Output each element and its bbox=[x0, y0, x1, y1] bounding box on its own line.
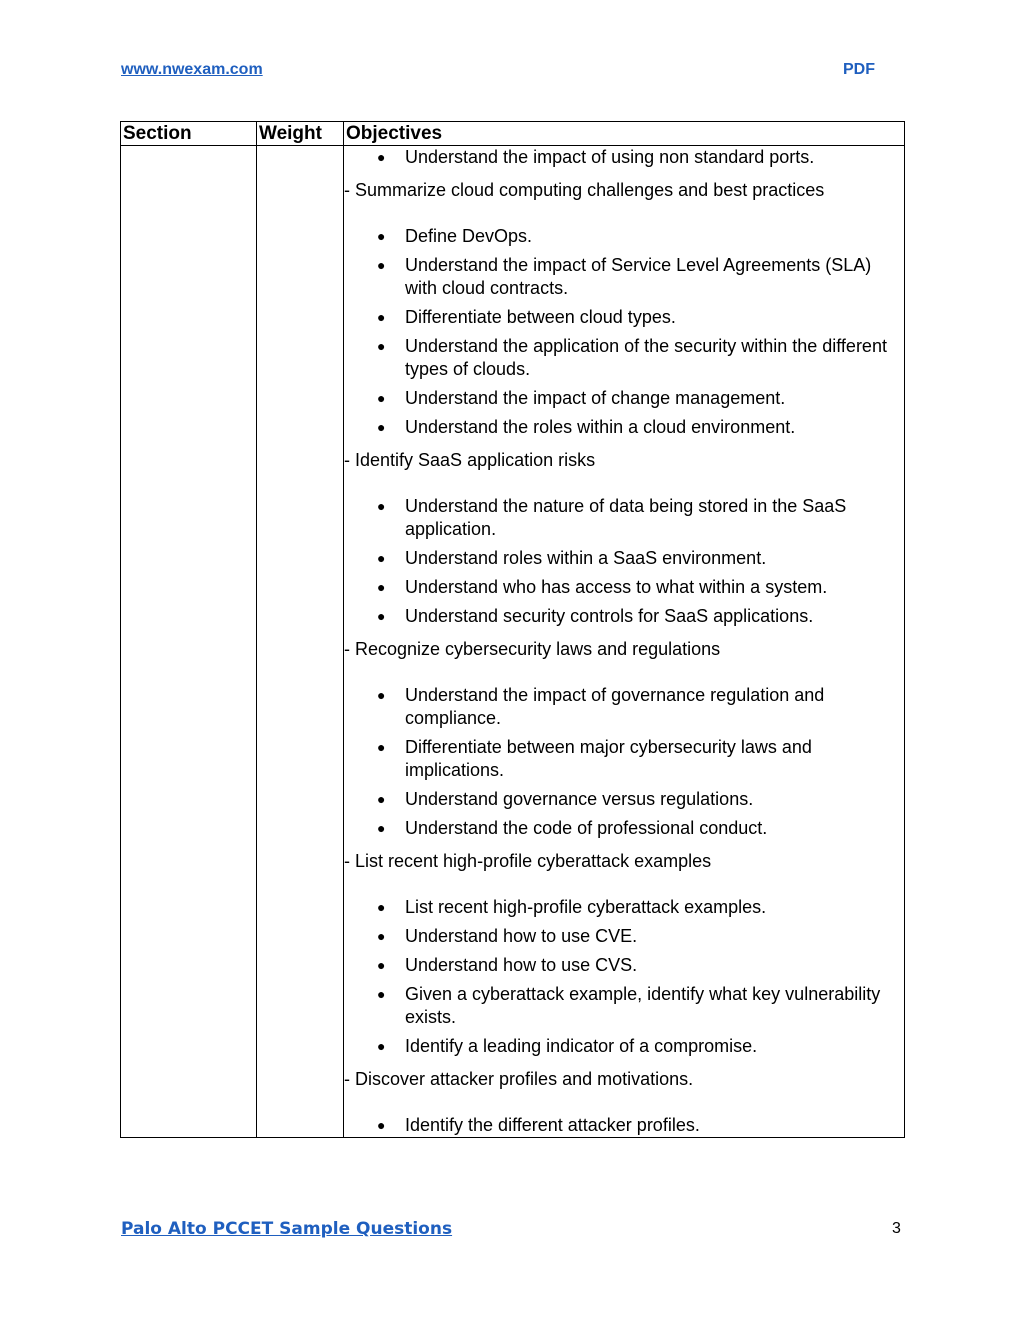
list-item bbox=[344, 547, 904, 570]
column-header-objectives: Objectives bbox=[344, 122, 905, 146]
list-item-text: Identify the different attacker profiles. bbox=[405, 1115, 700, 1135]
list-item bbox=[344, 684, 904, 730]
list-item bbox=[344, 254, 904, 300]
list-item-text: Understand the impact of using non standard ports. bbox=[405, 147, 815, 167]
section-cell bbox=[121, 146, 257, 1138]
list-item bbox=[344, 306, 904, 329]
bullet-icon: ● bbox=[377, 309, 386, 325]
list-item bbox=[344, 225, 904, 248]
bullet-icon: ● bbox=[377, 228, 386, 244]
list-item-text: Understand roles within a SaaS environment. bbox=[405, 548, 767, 568]
list-item-text: Understand the impact of change management. bbox=[405, 388, 786, 408]
list-item-text: Understand the impact of governance regulation and compliance. bbox=[405, 685, 825, 728]
bullet-icon: ● bbox=[377, 739, 386, 755]
list-item-text: Identify a leading indicator of a compromise. bbox=[405, 1036, 758, 1056]
objectives-content bbox=[344, 146, 904, 1137]
list-item-text: Differentiate between cloud types. bbox=[405, 307, 676, 327]
bullet-icon: ● bbox=[377, 550, 386, 566]
bullet-icon: ● bbox=[377, 419, 386, 435]
list-item-text: Differentiate between major cybersecurity laws and implications. bbox=[405, 737, 812, 780]
bullet-list bbox=[344, 146, 904, 169]
list-item-text: Understand the code of professional conduct. bbox=[405, 818, 768, 838]
list-item bbox=[344, 925, 904, 948]
list-item-text: Understand security controls for SaaS applications. bbox=[405, 606, 814, 626]
list-item-text: Understand the impact of Service Level Agreements (SLA) with cloud contracts. bbox=[405, 255, 872, 298]
objectives-table bbox=[120, 121, 905, 1138]
bullet-list bbox=[344, 1114, 904, 1137]
bullet-icon: ● bbox=[377, 257, 386, 273]
bullet-icon: ● bbox=[377, 498, 386, 514]
bullet-icon: ● bbox=[377, 1117, 386, 1133]
objective-topic: - Recognize cybersecurity laws and regulations bbox=[344, 639, 721, 659]
objectives-cell bbox=[344, 146, 905, 1138]
bullet-icon: ● bbox=[377, 820, 386, 836]
list-item bbox=[344, 983, 904, 1029]
list-item-text: Understand how to use CVS. bbox=[405, 955, 638, 975]
bullet-icon: ● bbox=[377, 608, 386, 624]
objective-topic: - Summarize cloud computing challenges and best practices bbox=[344, 180, 825, 200]
list-item bbox=[344, 1114, 904, 1137]
list-item-text: Given a cyberattack example, identify what key vulnerability exists. bbox=[405, 984, 881, 1027]
bullet-list bbox=[344, 495, 904, 628]
bullet-icon: ● bbox=[377, 957, 386, 973]
bullet-list bbox=[344, 684, 904, 840]
bullet-list bbox=[344, 225, 904, 439]
list-item-text: Understand governance versus regulations. bbox=[405, 789, 754, 809]
table-row bbox=[121, 146, 905, 1138]
list-item bbox=[344, 495, 904, 541]
bullet-icon: ● bbox=[377, 1038, 386, 1054]
list-item bbox=[344, 736, 904, 782]
list-item bbox=[344, 576, 904, 599]
column-header-weight: Weight bbox=[257, 122, 344, 146]
site-link[interactable]: www.nwexam.com bbox=[121, 61, 263, 78]
bullet-icon: ● bbox=[377, 687, 386, 703]
column-header-section: Section bbox=[121, 122, 257, 146]
list-item bbox=[344, 788, 904, 811]
list-item-text: Understand the roles within a cloud environment. bbox=[405, 417, 796, 437]
bullet-icon: ● bbox=[377, 791, 386, 807]
bullet-icon: ● bbox=[377, 928, 386, 944]
list-item bbox=[344, 896, 904, 919]
list-item bbox=[344, 416, 904, 439]
objective-topic: - Identify SaaS application risks bbox=[344, 450, 596, 470]
objective-topic: - List recent high-profile cyberattack examples bbox=[344, 851, 712, 871]
bullet-icon: ● bbox=[377, 390, 386, 406]
list-item-text: Define DevOps. bbox=[405, 226, 533, 246]
list-item bbox=[344, 146, 904, 169]
page-number: 3 bbox=[892, 1220, 901, 1237]
list-item bbox=[344, 817, 904, 840]
list-item bbox=[344, 605, 904, 628]
bullet-icon: ● bbox=[377, 149, 386, 165]
pdf-label: PDF bbox=[843, 61, 875, 78]
bullet-icon: ● bbox=[377, 338, 386, 354]
bullet-icon: ● bbox=[377, 986, 386, 1002]
list-item-text: Understand the nature of data being stored in the SaaS application. bbox=[405, 496, 847, 539]
bullet-icon: ● bbox=[377, 899, 386, 915]
list-item-text: Understand how to use CVE. bbox=[405, 926, 638, 946]
objective-topic: - Discover attacker profiles and motivations. bbox=[344, 1069, 694, 1089]
list-item bbox=[344, 335, 904, 381]
weight-cell bbox=[257, 146, 344, 1138]
list-item bbox=[344, 1035, 904, 1058]
list-item bbox=[344, 954, 904, 977]
table-header-row bbox=[121, 122, 905, 146]
list-item-text: Understand the application of the security within the different types of clouds. bbox=[405, 336, 887, 379]
footer-title-link[interactable]: Palo Alto PCCET Sample Questions bbox=[121, 1219, 453, 1239]
bullet-icon: ● bbox=[377, 579, 386, 595]
list-item-text: List recent high-profile cyberattack examples. bbox=[405, 897, 767, 917]
bullet-list bbox=[344, 896, 904, 1058]
list-item bbox=[344, 387, 904, 410]
list-item-text: Understand who has access to what within a system. bbox=[405, 577, 828, 597]
